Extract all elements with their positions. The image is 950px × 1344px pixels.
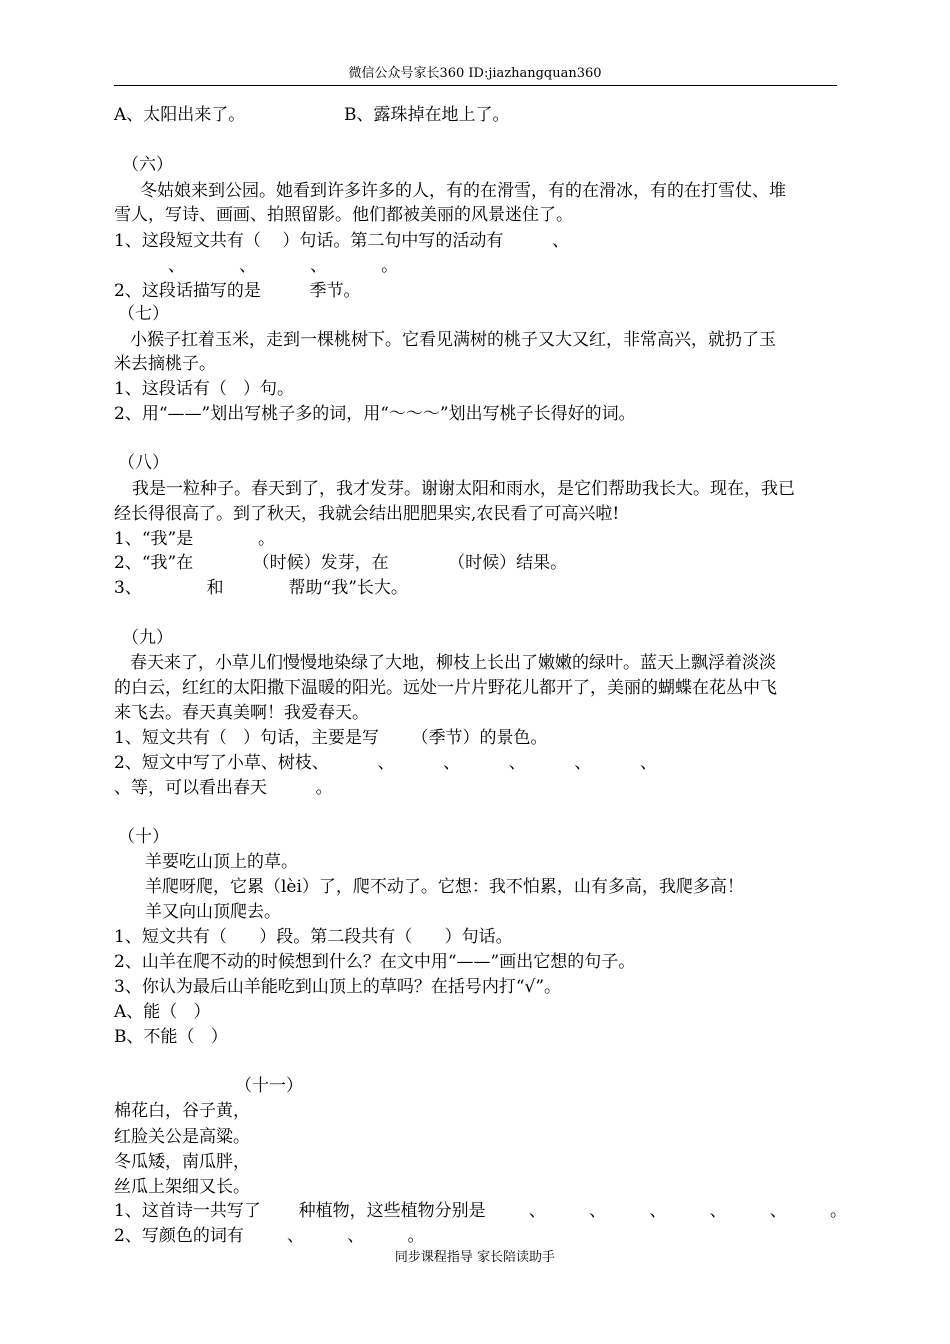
section-9-question-1: 1、短文共有（ ）句话，主要是写 （季节）的景色。: [114, 728, 548, 748]
section-7-passage-line-1: 小猴子扛着玉米，走到一棵桃树下。它看见满树的桃子又大又红，非常高兴，就扔了玉: [130, 330, 776, 350]
section-10-paragraph-2: 羊爬呀爬，它累（lèi）了，爬不动了。它想：我不怕累，山有多高，我爬多高！: [145, 877, 744, 897]
section-10-paragraph-1: 羊要吃山顶上的草。: [145, 852, 298, 872]
section-10-question-3: 3、你认为最后山羊能吃到山顶上的草吗？在括号内打“√”。: [114, 977, 562, 997]
section-6-passage-line-2: 雪人，写诗、画画、拍照留影。他们都被美丽的风景迷住了。: [114, 205, 573, 225]
section-9-title: （九）: [122, 628, 173, 648]
section-11-question-2: 2、写颜色的词有 、 、 。: [114, 1226, 425, 1246]
section-8-question-2: 2、“我”在 （时候）发芽，在 （时候）结果。: [114, 553, 568, 573]
section-10-question-1: 1、短文共有（ ）段。第二段共有（ ）句话。: [114, 927, 513, 947]
section-6-question-2: 2、这段话描写的是 季节。: [114, 281, 361, 301]
poem-line-4: 丝瓜上架细又长。: [114, 1177, 250, 1197]
option-a: A、太阳出来了。: [114, 105, 246, 125]
section-9-question-2-cont: 、等，可以看出春天 。: [114, 778, 333, 798]
section-6-title: （六）: [122, 155, 173, 175]
section-6-question-1-blanks: 、 、 、 。: [114, 256, 399, 276]
section-7-question-2: 2、用“——”划出写桃子多的词，用“～～～”划出写桃子长得好的词。: [114, 404, 636, 424]
poem-line-3: 冬瓜矮，南瓜胖，: [114, 1152, 250, 1172]
section-7-title: （七）: [118, 304, 169, 324]
section-10-option-a: A、能（ ）: [114, 1002, 211, 1022]
poem-line-2: 红脸关公是高粱。: [114, 1127, 250, 1147]
page-header: 微信公众号家长360 ID:jiazhangquan360: [348, 66, 602, 81]
section-8-passage-line-1: 我是一粒种子。春天到了，我才发芽。谢谢太阳和雨水，是它们帮助我长大。现在，我已: [132, 479, 795, 499]
section-10-title: （十）: [118, 827, 169, 847]
section-10-question-2: 2、山羊在爬不动的时候想到什么？在文中用“——”画出它想的句子。: [114, 952, 636, 972]
section-10-option-b: B、不能（ ）: [114, 1027, 228, 1047]
section-9-passage-line-1: 春天来了，小草儿们慢慢地染绿了大地，柳枝上长出了嫩嫩的绿叶。蓝天上飘浮着淡淡: [130, 653, 776, 673]
section-10-paragraph-3: 羊又向山顶爬去。: [145, 902, 281, 922]
section-6-question-1: 1、这段短文共有（ ）句话。第二句中写的活动有 、: [114, 231, 570, 251]
section-7-passage-line-2: 米去摘桃子。: [114, 354, 216, 374]
poem-line-1: 棉花白，谷子黄，: [114, 1101, 250, 1121]
section-7-question-1: 1、这段话有（ ）句。: [114, 379, 295, 399]
section-8-title: （八）: [118, 453, 169, 473]
option-b: B、露珠掉在地上了。: [344, 105, 510, 125]
section-8-question-3: 3、 和 帮助“我”长大。: [114, 578, 408, 598]
section-11-title: （十一）: [235, 1076, 303, 1096]
section-9-passage-line-3: 来飞去。春天真美啊！我爱春天。: [114, 703, 369, 723]
header-divider: [114, 85, 837, 86]
section-9-question-2: 2、短文中写了小草、树枝、 、 、 、 、 、: [114, 753, 657, 773]
section-11-question-1: 1、这首诗一共写了 种植物，这些植物分别是 、 、 、 、 、 。: [114, 1201, 848, 1221]
page-footer: 同步课程指导 家长陪读助手: [394, 1250, 556, 1265]
section-8-passage-line-2: 经长得很高了。到了秋天，我就会结出肥肥果实,农民看了可高兴啦!: [114, 504, 620, 524]
section-6-passage-line-1: 冬姑娘来到公园。她看到许多许多的人，有的在滑雪，有的在滑冰，有的在打雪仗、堆: [140, 181, 786, 201]
section-8-question-1: 1、“我”是 。: [114, 529, 276, 549]
section-9-passage-line-2: 的白云，红红的太阳撒下温暖的阳光。远处一片片野花儿都开了，美丽的蝴蝶在花丛中飞: [114, 678, 777, 698]
